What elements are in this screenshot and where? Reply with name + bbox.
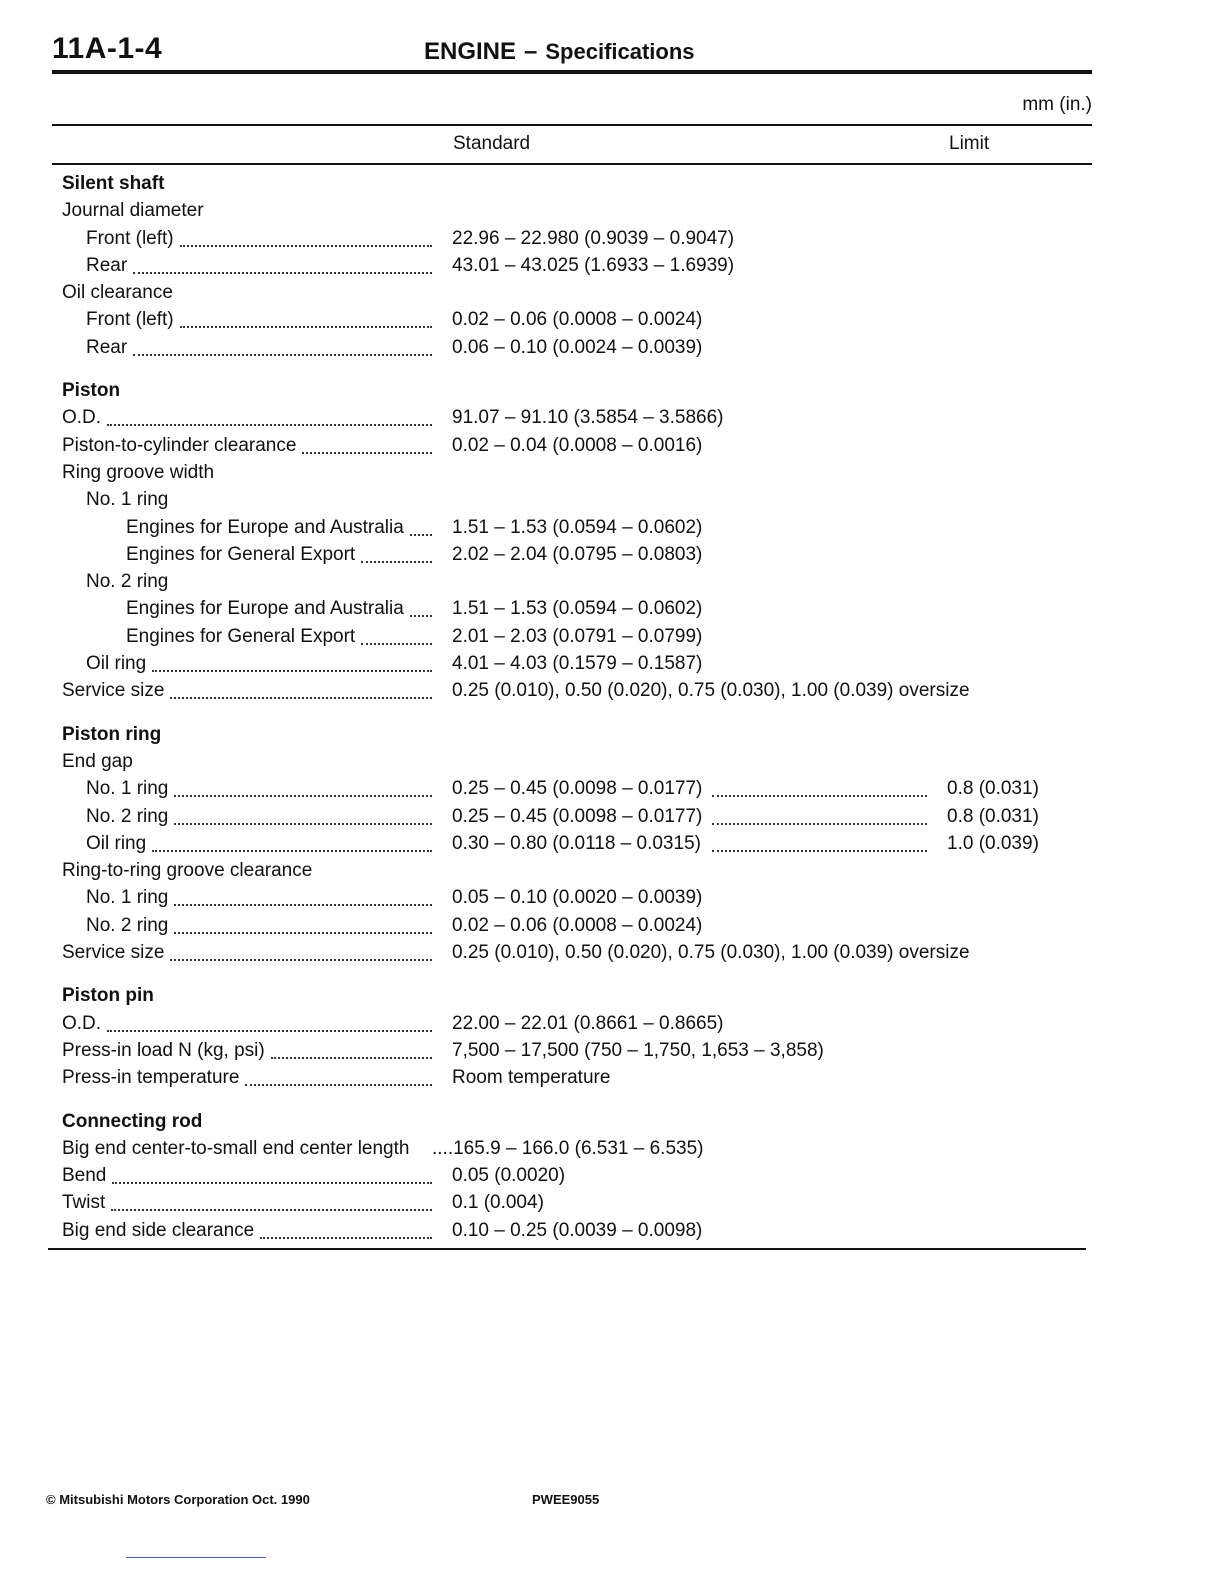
spec-label-text: Piston ring bbox=[62, 723, 162, 745]
standard-value: 22.96 – 22.980 (0.9039 – 0.9047) bbox=[452, 227, 735, 249]
spec-label-text: Bend bbox=[62, 1165, 107, 1187]
spec-label-text: Twist bbox=[62, 1192, 106, 1214]
dot-leader bbox=[152, 850, 432, 852]
standard-value: 0.25 – 0.45 (0.0098 – 0.0177) bbox=[452, 805, 703, 827]
column-header-limit: Limit bbox=[949, 133, 990, 154]
units-label: mm (in.) bbox=[1022, 94, 1092, 115]
dot-leader bbox=[174, 932, 432, 934]
spec-group-label bbox=[0, 486, 1224, 513]
dot-leader bbox=[302, 452, 432, 454]
spec-label bbox=[62, 939, 432, 966]
spec-label bbox=[126, 514, 432, 541]
spec-row bbox=[0, 1010, 1224, 1037]
spec-row bbox=[0, 306, 1224, 333]
spec-row bbox=[0, 775, 1224, 802]
spec-label-text: No. 1 ring bbox=[86, 887, 169, 909]
standard-value: 0.25 – 0.45 (0.0098 – 0.0177) bbox=[452, 778, 703, 800]
spec-label bbox=[62, 197, 432, 224]
spec-label-text: Oil clearance bbox=[62, 282, 173, 304]
spec-row bbox=[0, 912, 1224, 939]
dot-leader bbox=[361, 643, 432, 645]
spec-label bbox=[62, 1108, 432, 1135]
dot-leader bbox=[174, 823, 432, 825]
spec-label bbox=[62, 170, 432, 197]
spec-label-text: Big end side clearance bbox=[62, 1219, 255, 1241]
section-heading bbox=[0, 982, 1224, 1009]
spec-row bbox=[0, 432, 1224, 459]
spec-label bbox=[86, 650, 432, 677]
spec-row bbox=[0, 1037, 1224, 1064]
spec-row bbox=[0, 830, 1224, 857]
dot-leader bbox=[133, 354, 432, 356]
limit-value: 0.8 (0.031) bbox=[947, 805, 1039, 827]
spec-label-text: Big end center-to-small end center length bbox=[62, 1137, 410, 1159]
spec-group-label bbox=[0, 197, 1224, 224]
spec-label bbox=[62, 857, 432, 884]
standard-value: ....165.9 – 166.0 (6.531 – 6.535) bbox=[432, 1137, 704, 1159]
standard-value: 0.1 (0.004) bbox=[452, 1192, 544, 1214]
spec-label bbox=[126, 595, 432, 622]
spec-row bbox=[0, 541, 1224, 568]
dot-leader bbox=[361, 561, 432, 563]
spec-label-text: No. 2 ring bbox=[86, 805, 169, 827]
dot-leader bbox=[107, 1030, 432, 1032]
section-heading bbox=[0, 170, 1224, 197]
dot-leader bbox=[260, 1237, 432, 1239]
spec-label-text: Press-in temperature bbox=[62, 1067, 240, 1089]
spec-label bbox=[62, 748, 432, 775]
dot-leader bbox=[410, 534, 432, 536]
spec-label bbox=[62, 677, 432, 704]
dot-leader bbox=[152, 670, 432, 672]
spec-label bbox=[62, 721, 432, 748]
spec-label-text: Piston pin bbox=[62, 985, 154, 1007]
dot-leader bbox=[133, 272, 432, 274]
spec-label bbox=[86, 830, 432, 857]
dot-leader bbox=[410, 615, 432, 617]
dot-leader bbox=[712, 823, 927, 825]
spec-label-text: Front (left) bbox=[86, 309, 174, 331]
spec-label-text: No. 1 ring bbox=[86, 489, 169, 511]
dot-leader bbox=[107, 424, 432, 426]
footer-document-code: PWEE9055 bbox=[532, 1492, 600, 1507]
spec-label-text: No. 2 ring bbox=[86, 571, 169, 593]
standard-value: 0.06 – 0.10 (0.0024 – 0.0039) bbox=[452, 336, 703, 358]
spec-row bbox=[0, 939, 1224, 966]
page-title bbox=[424, 38, 695, 66]
spec-label-text: Ring-to-ring groove clearance bbox=[62, 860, 313, 882]
dot-leader bbox=[712, 795, 927, 797]
standard-value: 7,500 – 17,500 (750 – 1,750, 1,653 – 3,858) bbox=[452, 1039, 824, 1061]
spec-label bbox=[62, 1037, 432, 1064]
spec-label-text: Front (left) bbox=[86, 227, 174, 249]
spec-label bbox=[126, 541, 432, 568]
spec-label bbox=[86, 334, 432, 361]
spec-group-label bbox=[0, 568, 1224, 595]
spec-label bbox=[62, 1064, 432, 1091]
standard-value: 91.07 – 91.10 (3.5854 – 3.5866) bbox=[452, 407, 724, 429]
spec-label bbox=[62, 1010, 432, 1037]
spec-label bbox=[62, 279, 432, 306]
spec-table bbox=[0, 170, 1224, 1244]
title-main: ENGINE bbox=[424, 38, 517, 65]
dot-leader bbox=[170, 959, 432, 961]
spec-label-text: Service size bbox=[62, 680, 165, 702]
spec-row bbox=[0, 514, 1224, 541]
standard-value: 0.25 (0.010), 0.50 (0.020), 0.75 (0.030), 1.00 (0.039) oversize bbox=[452, 680, 970, 702]
spec-label bbox=[86, 912, 432, 939]
spec-group-label bbox=[0, 857, 1224, 884]
spec-row bbox=[0, 404, 1224, 431]
spec-row bbox=[0, 1162, 1224, 1189]
standard-value: 2.01 – 2.03 (0.0791 – 0.0799) bbox=[452, 625, 703, 647]
spec-label bbox=[86, 884, 432, 911]
spec-label bbox=[62, 1217, 432, 1244]
spec-label-text: O.D. bbox=[62, 407, 102, 429]
spec-label-text: Piston bbox=[62, 380, 121, 402]
dot-leader bbox=[180, 245, 432, 247]
spec-label-text: Silent shaft bbox=[62, 173, 165, 194]
spec-label bbox=[62, 1189, 432, 1216]
spec-label-text: Rear bbox=[86, 254, 128, 276]
spec-row bbox=[0, 677, 1224, 704]
spec-label-text: Service size bbox=[62, 942, 165, 964]
spec-label-text: Journal diameter bbox=[62, 200, 204, 222]
table-header-rule bbox=[52, 163, 1092, 165]
standard-value: 0.02 – 0.06 (0.0008 – 0.0024) bbox=[452, 914, 703, 936]
dot-leader bbox=[170, 697, 432, 699]
spec-group-label bbox=[0, 279, 1224, 306]
spec-label bbox=[86, 568, 432, 595]
limit-value: 0.8 (0.031) bbox=[947, 778, 1039, 800]
title-separator: – bbox=[524, 38, 538, 65]
standard-value: 2.02 – 2.04 (0.0795 – 0.0803) bbox=[452, 543, 703, 565]
limit-value: 1.0 (0.039) bbox=[947, 832, 1039, 854]
spec-row bbox=[0, 1217, 1224, 1244]
spec-label-text: End gap bbox=[62, 750, 133, 772]
dot-leader bbox=[174, 904, 432, 906]
spec-row bbox=[0, 650, 1224, 677]
spec-label-text: No. 1 ring bbox=[86, 778, 169, 800]
dot-leader bbox=[111, 1209, 432, 1211]
spec-row bbox=[0, 884, 1224, 911]
standard-value: 1.51 – 1.53 (0.0594 – 0.0602) bbox=[452, 598, 703, 620]
spec-label-text: O.D. bbox=[62, 1012, 102, 1034]
spec-row bbox=[0, 1135, 1224, 1162]
spec-label bbox=[86, 775, 432, 802]
standard-value: 4.01 – 4.03 (0.1579 – 0.1587) bbox=[452, 653, 703, 675]
spec-label-text: Engines for General Export bbox=[126, 543, 356, 565]
spec-label bbox=[126, 623, 432, 650]
spec-label bbox=[86, 306, 432, 333]
spec-label-text: Oil ring bbox=[86, 653, 147, 675]
standard-value: Room temperature bbox=[452, 1067, 611, 1089]
spec-group-label bbox=[0, 459, 1224, 486]
dot-leader bbox=[174, 795, 432, 797]
spec-row bbox=[0, 225, 1224, 252]
spec-label bbox=[62, 404, 432, 431]
spec-label bbox=[62, 377, 432, 404]
spec-label-text: Rear bbox=[86, 336, 128, 358]
footer-copyright: © Mitsubishi Motors Corporation Oct. 1990 bbox=[46, 1492, 310, 1507]
standard-value: 0.10 – 0.25 (0.0039 – 0.0098) bbox=[452, 1219, 703, 1241]
table-bottom-rule bbox=[48, 1248, 1086, 1250]
title-rule bbox=[52, 70, 1092, 74]
spec-label bbox=[62, 459, 432, 486]
standard-value: 22.00 – 22.01 (0.8661 – 0.8665) bbox=[452, 1012, 724, 1034]
table-top-rule bbox=[52, 124, 1092, 126]
spec-label-text: Engines for General Export bbox=[126, 625, 356, 647]
spec-row bbox=[0, 1189, 1224, 1216]
dot-leader bbox=[112, 1182, 432, 1184]
spec-label-text: Ring groove width bbox=[62, 461, 215, 483]
spec-label-text: No. 2 ring bbox=[86, 914, 169, 936]
spec-row bbox=[0, 1064, 1224, 1091]
spec-label-text: Engines for Europe and Australia bbox=[126, 598, 404, 620]
spec-row bbox=[0, 623, 1224, 650]
standard-value: 1.51 – 1.53 (0.0594 – 0.0602) bbox=[452, 516, 703, 538]
standard-value: 0.25 (0.010), 0.50 (0.020), 0.75 (0.030), 1.00 (0.039) oversize bbox=[452, 942, 970, 964]
standard-value: 0.02 – 0.04 (0.0008 – 0.0016) bbox=[452, 434, 703, 456]
spec-label-text: Piston-to-cylinder clearance bbox=[62, 434, 297, 456]
spec-label bbox=[86, 225, 432, 252]
dot-leader bbox=[180, 326, 432, 328]
spec-label bbox=[62, 1162, 432, 1189]
spec-label-text: Connecting rod bbox=[62, 1110, 203, 1132]
standard-value: 0.30 – 0.80 (0.0118 – 0.0315) bbox=[452, 832, 701, 854]
spec-label bbox=[62, 432, 432, 459]
section-heading bbox=[0, 1108, 1224, 1135]
standard-value: 0.05 (0.0020) bbox=[452, 1165, 566, 1187]
standard-value: 0.05 – 0.10 (0.0020 – 0.0039) bbox=[452, 887, 703, 909]
dot-leader bbox=[712, 850, 927, 852]
section-heading bbox=[0, 377, 1224, 404]
spec-label-text: Oil ring bbox=[86, 832, 147, 854]
spec-group-label bbox=[0, 748, 1224, 775]
section-heading bbox=[0, 721, 1224, 748]
spec-row bbox=[0, 334, 1224, 361]
standard-value: 0.02 – 0.06 (0.0008 – 0.0024) bbox=[452, 309, 703, 331]
spec-label bbox=[86, 803, 432, 830]
dot-leader bbox=[271, 1057, 432, 1059]
column-header-standard: Standard bbox=[453, 133, 531, 154]
spec-label bbox=[62, 1135, 432, 1162]
spec-row bbox=[0, 252, 1224, 279]
spec-label bbox=[86, 252, 432, 279]
spec-row bbox=[0, 803, 1224, 830]
standard-value: 43.01 – 43.025 (1.6933 – 1.6939) bbox=[452, 254, 735, 276]
footer-link-line bbox=[126, 1557, 266, 1558]
spec-row bbox=[0, 595, 1224, 622]
spec-label-text: Engines for Europe and Australia bbox=[126, 516, 404, 538]
title-subtitle: Specifications bbox=[545, 39, 695, 64]
page-number: 11A-1-4 bbox=[52, 32, 163, 65]
spec-label-text: Press-in load N (kg, psi) bbox=[62, 1039, 265, 1061]
spec-label bbox=[62, 982, 432, 1009]
spec-label bbox=[86, 486, 432, 513]
dot-leader bbox=[245, 1084, 432, 1086]
